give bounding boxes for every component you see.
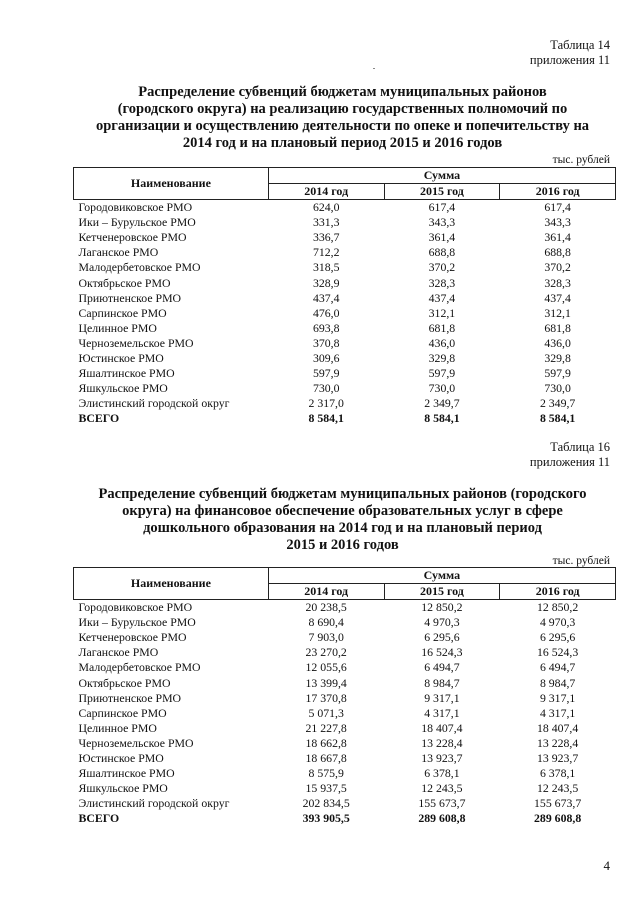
value-2016: 436,0 — [544, 335, 571, 350]
total-2014: 393 905,5 — [302, 811, 350, 826]
table-row — [74, 675, 616, 690]
value-2014: 8 690,4 — [308, 615, 344, 630]
scan-speck — [373, 68, 375, 69]
municipality-name: Яшкульское РМО — [78, 381, 168, 396]
value-2016: 6 295,6 — [539, 630, 576, 645]
title-line: округа) на финансовое обеспечение образовательных услуг в сфере — [122, 503, 563, 519]
table-row — [74, 781, 616, 796]
total-2016: 8 584,1 — [539, 411, 576, 426]
value-2014: 17 370,8 — [305, 690, 347, 705]
municipality-name: Приютненское РМО — [78, 290, 182, 305]
value-2014: 437,4 — [312, 290, 340, 305]
table-row — [74, 600, 616, 616]
value-2016: 681,8 — [544, 320, 571, 335]
municipality-name: Черноземельское РМО — [78, 735, 194, 750]
value-2015: 16 524,3 — [421, 645, 463, 660]
value-2014: 331,3 — [312, 215, 340, 230]
value-2014: 21 227,8 — [305, 720, 347, 735]
table-row — [74, 766, 616, 781]
total-2016: 289 608,8 — [534, 811, 582, 826]
municipality-name: Ики – Бурульское РМО — [78, 615, 196, 630]
value-2016: 12 243,5 — [536, 781, 579, 796]
table-row — [74, 736, 616, 751]
table-row — [74, 796, 616, 811]
municipality-name: Яшалтинское РМО — [78, 766, 175, 781]
value-2016: 2 349,7 — [539, 396, 576, 411]
value-2015: 12 243,5 — [421, 781, 463, 796]
table16-appendix: приложения 11 — [529, 455, 610, 469]
value-2015: 437,4 — [428, 290, 456, 305]
municipality-name: Элистинский городской округ — [78, 396, 230, 411]
table16-title — [70, 486, 615, 554]
header-year-2015: 2015 год — [384, 184, 500, 200]
municipality-name: Ики – Бурульское РМО — [78, 215, 196, 230]
municipality-name: Октябрьское РМО — [78, 275, 171, 290]
municipality-name: Кетченеровское РМО — [78, 630, 187, 645]
value-2014: 202 834,5 — [302, 796, 350, 811]
municipality-name: Юстинское РМО — [78, 350, 164, 365]
municipality-name: Сарпинское РМО — [78, 305, 167, 320]
header-year-2014: 2014 год — [268, 184, 384, 200]
value-2015: 12 850,2 — [421, 600, 463, 615]
header-sum: Сумма — [268, 568, 615, 584]
value-2015: 361,4 — [428, 230, 456, 245]
value-2016: 4 970,3 — [539, 615, 576, 630]
value-2014: 712,2 — [312, 245, 340, 260]
table-row — [74, 691, 616, 706]
value-2014: 476,0 — [312, 305, 340, 320]
total-label: ВСЕГО — [78, 811, 120, 826]
table-row — [74, 381, 616, 396]
value-2014: 20 238,5 — [305, 600, 347, 615]
value-2016: 597,9 — [544, 366, 571, 381]
municipality-name: Приютненское РМО — [78, 690, 182, 705]
table-row — [74, 351, 616, 366]
value-2016: 8 984,7 — [539, 675, 576, 690]
municipality-name: Сарпинское РМО — [78, 705, 167, 720]
table-row — [74, 260, 616, 275]
value-2015: 617,4 — [428, 200, 456, 215]
table-row — [74, 615, 616, 630]
value-2014: 693,8 — [312, 320, 340, 335]
value-2016: 18 407,4 — [536, 720, 579, 735]
value-2016: 6 378,1 — [539, 766, 576, 781]
value-2015: 13 923,7 — [421, 750, 463, 765]
municipality-name: Лаганское РМО — [78, 245, 159, 260]
table-row — [74, 321, 616, 336]
value-2015: 9 317,1 — [424, 690, 460, 705]
title-line: дошкольного образования на 2014 год и на плановый период — [143, 520, 542, 536]
header-name: Наименование — [74, 168, 269, 200]
table14-appendix: приложения 11 — [529, 53, 610, 67]
value-2014: 2 317,0 — [308, 396, 344, 411]
table-row — [74, 721, 616, 736]
value-2014: 624,0 — [312, 200, 340, 215]
value-2015: 688,8 — [428, 245, 456, 260]
municipality-name: Яшкульское РМО — [78, 781, 168, 796]
value-2016: 155 673,7 — [534, 796, 582, 811]
value-2016: 16 524,3 — [536, 645, 579, 660]
value-2014: 5 071,3 — [308, 705, 344, 720]
value-2014: 370,8 — [312, 335, 340, 350]
table16 — [73, 567, 616, 826]
value-2016: 9 317,1 — [539, 690, 576, 705]
value-2014: 318,5 — [312, 260, 340, 275]
value-2014: 7 903,0 — [308, 630, 344, 645]
table-row — [74, 706, 616, 721]
page-number: 4 — [603, 858, 610, 873]
table-row — [74, 215, 616, 230]
value-2016: 437,4 — [544, 290, 571, 305]
total-label: ВСЕГО — [78, 411, 120, 426]
table14-units: тыс. рублей — [552, 154, 610, 166]
value-2014: 12 055,6 — [305, 660, 347, 675]
table14-number: Таблица 14 — [550, 38, 610, 52]
value-2016: 370,2 — [544, 260, 571, 275]
total-row — [74, 411, 616, 426]
table-row — [74, 751, 616, 766]
value-2014: 309,6 — [312, 350, 340, 365]
value-2016: 4 317,1 — [539, 705, 576, 720]
table-row — [74, 336, 616, 351]
value-2015: 312,1 — [428, 305, 456, 320]
municipality-name: Целинное РМО — [78, 320, 157, 335]
municipality-name: Целинное РМО — [78, 720, 157, 735]
value-2015: 6 378,1 — [424, 766, 460, 781]
table-row — [74, 245, 616, 260]
value-2016: 617,4 — [544, 200, 571, 215]
table14 — [73, 167, 616, 426]
header-name: Наименование — [74, 568, 269, 600]
table16-units: тыс. рублей — [552, 555, 610, 567]
municipality-name: Юстинское РМО — [78, 750, 164, 765]
header-sum: Сумма — [268, 168, 615, 184]
total-2015: 8 584,1 — [424, 411, 460, 426]
total-row — [74, 811, 616, 826]
header-year-2016: 2016 год — [500, 584, 616, 600]
value-2016: 328,3 — [544, 275, 571, 290]
header-year-2014: 2014 год — [268, 584, 384, 600]
header-year-2015: 2015 год — [384, 584, 500, 600]
title-line: организации и осуществлению деятельности по опеке и попечительству на — [95, 118, 590, 134]
value-2016: 329,8 — [544, 350, 571, 365]
value-2015: 597,9 — [428, 366, 456, 381]
table-row — [74, 645, 616, 660]
value-2016: 13 228,4 — [536, 735, 579, 750]
value-2015: 329,8 — [428, 350, 456, 365]
value-2014: 15 937,5 — [305, 781, 347, 796]
header-year-2016: 2016 год — [500, 184, 616, 200]
table-row — [74, 291, 616, 306]
municipality-name: Элистинский городской округ — [78, 796, 230, 811]
table-row — [74, 200, 616, 216]
value-2015: 370,2 — [428, 260, 456, 275]
title-line: Распределение субвенций бюджетам муниципальных районов (городского — [98, 486, 587, 502]
value-2016: 343,3 — [544, 215, 571, 230]
table-row — [74, 230, 616, 245]
value-2014: 597,9 — [312, 366, 340, 381]
value-2014: 23 270,2 — [305, 645, 347, 660]
value-2016: 12 850,2 — [536, 600, 579, 615]
value-2015: 328,3 — [428, 275, 456, 290]
value-2015: 8 984,7 — [424, 675, 460, 690]
municipality-name: Лаганское РМО — [78, 645, 159, 660]
value-2015: 155 673,7 — [418, 796, 466, 811]
value-2015: 18 407,4 — [421, 720, 463, 735]
title-line: 2014 год и на плановый период 2015 и 2016 годов — [182, 135, 503, 151]
total-2014: 8 584,1 — [308, 411, 344, 426]
value-2015: 6 494,7 — [424, 660, 460, 675]
table16-caption — [530, 440, 610, 470]
value-2016: 688,8 — [544, 245, 571, 260]
table-row — [74, 366, 616, 381]
total-2015: 289 608,8 — [418, 811, 466, 826]
value-2014: 328,9 — [312, 275, 340, 290]
table-row — [74, 660, 616, 675]
value-2015: 4 970,3 — [424, 615, 460, 630]
value-2015: 730,0 — [428, 381, 456, 396]
municipality-name: Малодербетовское РМО — [78, 260, 201, 275]
value-2016: 13 923,7 — [536, 750, 579, 765]
value-2016: 361,4 — [544, 230, 571, 245]
municipality-name: Городовиковское РМО — [78, 600, 193, 615]
value-2016: 6 494,7 — [539, 660, 576, 675]
municipality-name: Черноземельское РМО — [78, 335, 194, 350]
municipality-name: Городовиковское РМО — [78, 200, 193, 215]
value-2014: 8 575,9 — [308, 766, 344, 781]
value-2015: 2 349,7 — [424, 396, 460, 411]
municipality-name: Октябрьское РМО — [78, 675, 171, 690]
value-2015: 436,0 — [428, 335, 456, 350]
value-2015: 343,3 — [428, 215, 456, 230]
table-row — [74, 396, 616, 411]
municipality-name: Малодербетовское РМО — [78, 660, 201, 675]
value-2016: 730,0 — [544, 381, 571, 396]
value-2015: 6 295,6 — [424, 630, 460, 645]
municipality-name: Кетченеровское РМО — [78, 230, 187, 245]
value-2015: 681,8 — [428, 320, 456, 335]
title-line: (городского округа) на реализацию государственных полномочий по — [117, 101, 568, 117]
value-2014: 13 399,4 — [305, 675, 347, 690]
table-row — [74, 275, 616, 290]
value-2015: 4 317,1 — [424, 705, 460, 720]
title-line: Распределение субвенций бюджетам муниципальных районов — [138, 84, 547, 100]
table-row — [74, 630, 616, 645]
table-row — [74, 306, 616, 321]
value-2014: 18 667,8 — [305, 750, 347, 765]
table16-number: Таблица 16 — [550, 440, 610, 454]
value-2015: 13 228,4 — [421, 735, 463, 750]
title-line: 2015 и 2016 годов — [286, 537, 399, 553]
municipality-name: Яшалтинское РМО — [78, 366, 175, 381]
value-2014: 336,7 — [312, 230, 340, 245]
table14-title — [70, 84, 615, 152]
value-2014: 730,0 — [312, 381, 340, 396]
table14-caption — [530, 38, 610, 68]
value-2016: 312,1 — [544, 305, 571, 320]
value-2014: 18 662,8 — [305, 735, 347, 750]
